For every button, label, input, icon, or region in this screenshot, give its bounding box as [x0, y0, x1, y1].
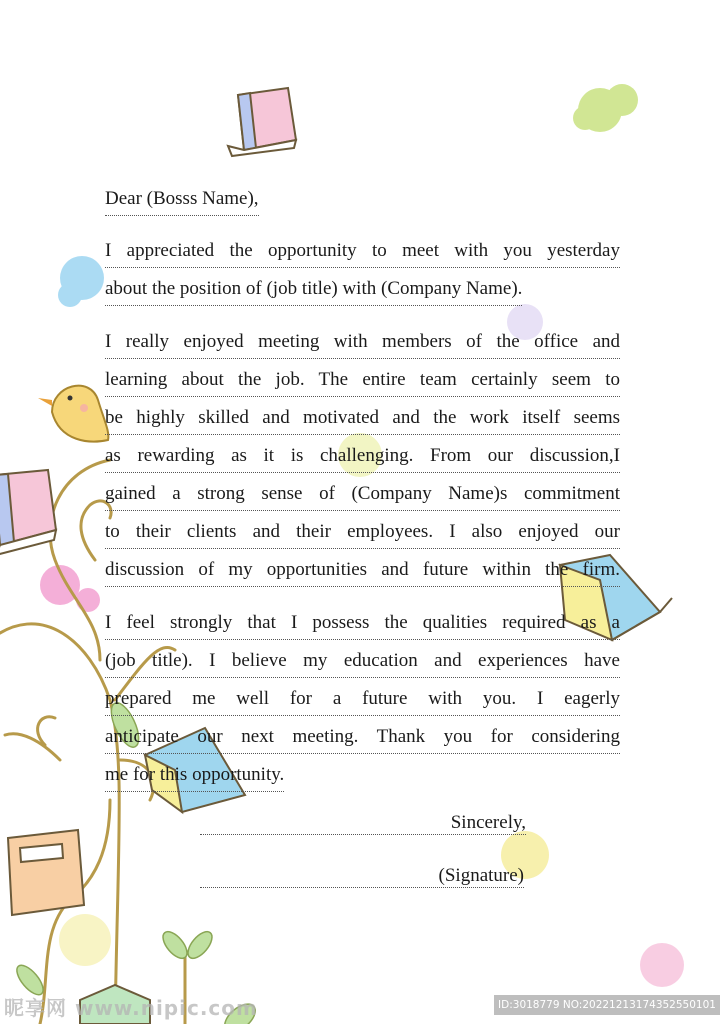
paragraph-line: learning about the job. The entire team certainly seem to: [105, 359, 620, 397]
bird-illustration: [38, 386, 108, 442]
watermark-id: ID:3018779 NO:20221213174352550101: [494, 995, 720, 1015]
book-top: [228, 88, 296, 156]
watermark-logo: 昵享网 www.nipic.com: [4, 996, 258, 1020]
salutation-line: [105, 178, 620, 216]
closing: Sincerely,: [450, 812, 526, 833]
paragraph-line: as rewarding as it is challenging. From our discussion,I: [105, 435, 620, 473]
blue-flower-left: [58, 256, 104, 307]
signature-line: [200, 865, 524, 891]
paragraph-line: (job title). I believe my education and experiences have: [105, 640, 620, 678]
signature: (Signature): [438, 865, 524, 886]
letter-body: [105, 178, 620, 216]
paragraph-line: anticipate our next meeting. Thank you for considering: [105, 716, 620, 754]
yellow-flower-bottom-left: [59, 914, 111, 966]
paragraph-line: discussion of my opportunities and future within the firm.: [105, 549, 620, 587]
paragraph-line: I appreciated the opportunity to meet with you yesterday: [105, 230, 620, 268]
paragraph-line: about the position of (job title) with (Company Name).: [105, 268, 522, 306]
pink-flower-bottom-right: [640, 943, 684, 987]
paragraph-line: gained a strong sense of (Company Name)s commitment: [105, 473, 620, 511]
green-flower-top-right: [573, 84, 638, 132]
paragraph-line: be highly skilled and motivated and the work itself seems: [105, 397, 620, 435]
salutation: Dear (Bosss Name),: [105, 178, 259, 216]
paragraph-2: [105, 321, 620, 587]
closing-line: [200, 812, 526, 838]
paragraph-line: I really enjoyed meeting with members of the office and: [105, 321, 620, 359]
book-left: [0, 470, 56, 555]
book-bottom-left: [8, 830, 84, 915]
paragraph-line: I feel strongly that I possess the qualities required as a: [105, 602, 620, 640]
paragraph-line: me for this opportunity.: [105, 754, 284, 792]
paragraph-3: [105, 602, 620, 792]
paragraph-1: [105, 230, 620, 306]
paragraph-line: to their clients and their employees. I also enjoyed our: [105, 511, 620, 549]
paragraph-line: prepared me well for a future with you. I eagerly: [105, 678, 620, 716]
